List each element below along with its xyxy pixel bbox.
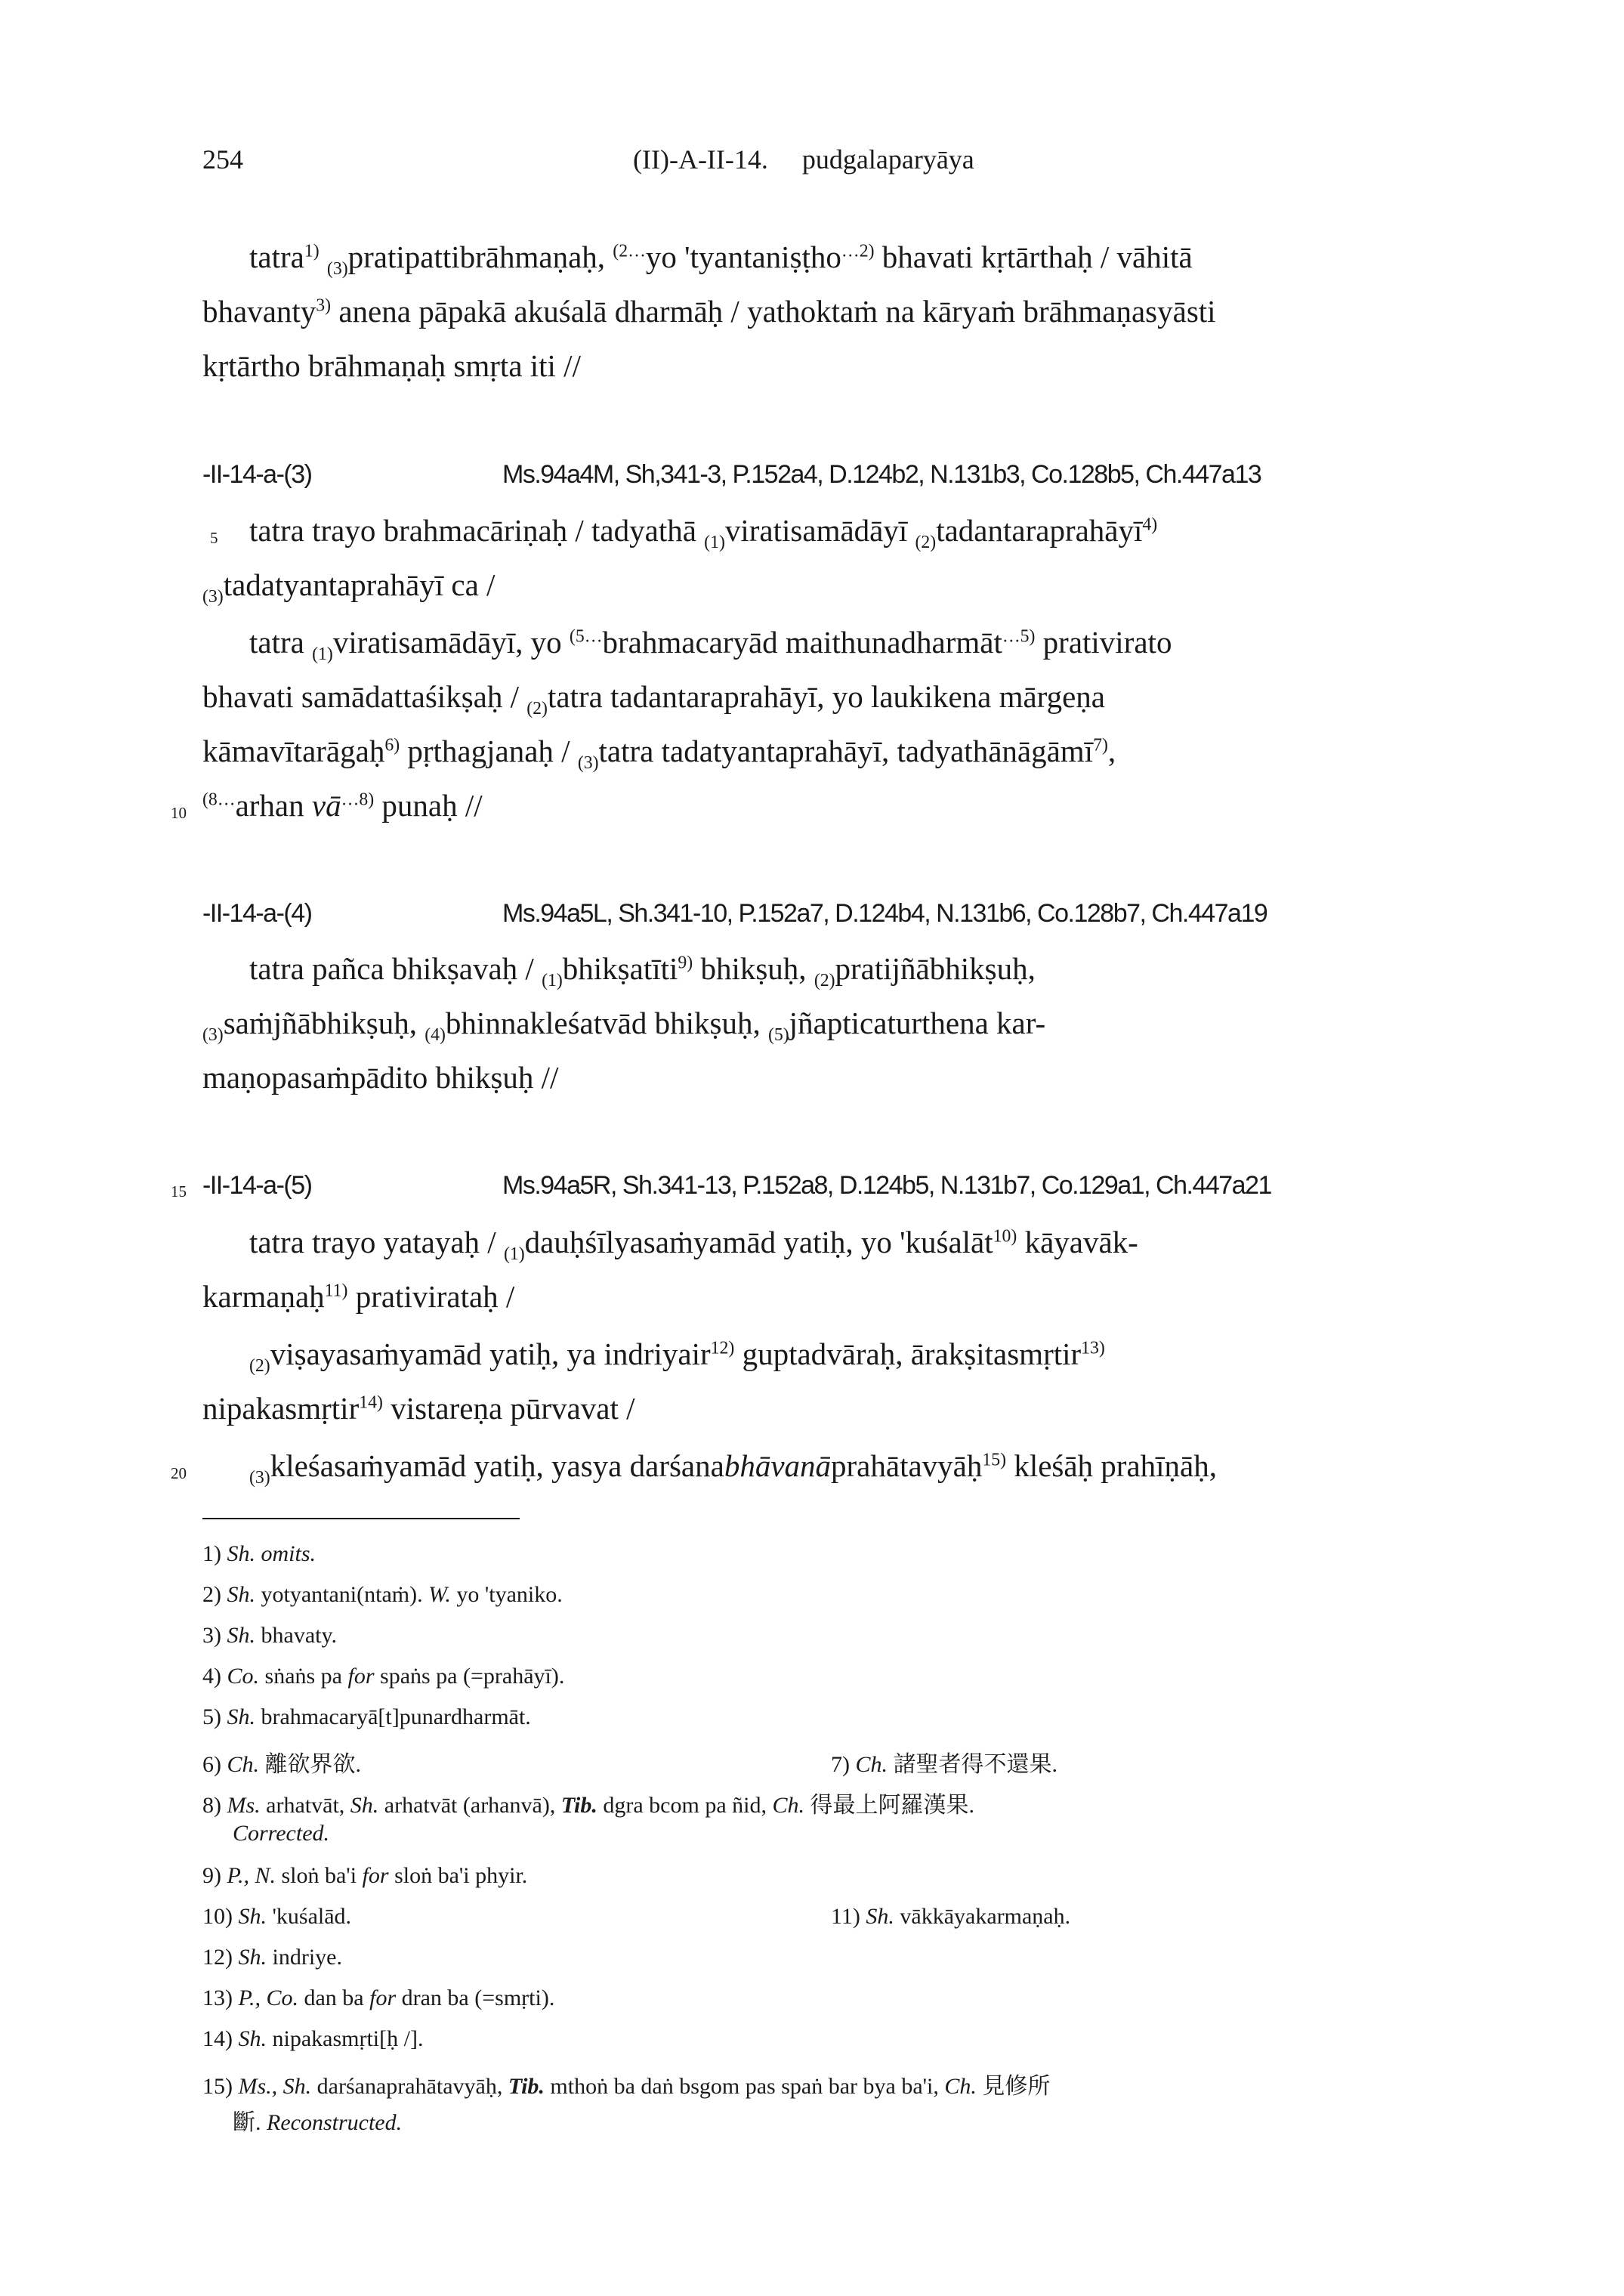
footnote-number: 4) [202,1664,221,1689]
footnote-source: Sh. [238,1945,267,1970]
item-marker: (2) [249,1356,270,1377]
footnote-text: nipakasmṛti[ḥ /]. [272,2026,424,2051]
footnote-text: omits. [261,1541,316,1566]
text-span: viratisamādāyī, yo [332,625,562,660]
item-marker: (2) [814,971,835,991]
item-marker: (1) [704,533,725,553]
item-marker: (2) [526,699,548,719]
text-line-18 [249,1337,1456,1377]
footnote-14 [202,2026,423,2052]
text-span: karmaṇaḥ [202,1279,325,1314]
footnote-source: Sh. [227,1582,255,1607]
note-ref-10: 10) [993,1226,1017,1247]
footnote-4 [202,1664,564,1689]
text-line-2 [202,296,1456,327]
section-id-4: -II-14-a-(4) [202,899,312,928]
footnote-source: W. [428,1582,451,1607]
text-line-7 [249,625,1456,665]
item-marker: (3) [202,1025,224,1046]
text-span: vistareṇa pūrvavat / [382,1391,635,1426]
footnote-for: for [347,1664,375,1689]
text-span: tatra pañca bhikṣavaḥ / [249,951,534,986]
term-pratipatti: pratipattibrāhmaṇaḥ, [347,239,606,274]
text-span: bhavanty [202,294,316,329]
footnote-source: Ch. [772,1793,804,1818]
text-span: kāyavāk- [1017,1225,1138,1259]
text-line-3: kṛtārtho brāhmaṇaḥ smṛta iti // [202,348,581,383]
footnote-number: 9) [202,1863,221,1888]
footnote-number: 13) [202,1985,233,2010]
footnote-3 [202,1623,337,1649]
footnote-text: 斷. [233,2110,261,2135]
text-span: tatra [249,625,304,660]
footnote-text: 'kuśalād. [272,1904,352,1929]
item-marker: (3) [249,1468,270,1488]
text-line-6 [202,567,1456,607]
text-span: bhavati samādattaśikṣaḥ / [202,679,519,714]
note-ref-14: 14) [359,1392,383,1413]
text-span: punaḥ // [374,788,483,823]
text-span: kāmavītarāgaḥ [202,734,385,768]
text-span: jñapticaturthena kar- [789,1006,1046,1040]
footnote-source: Ms., Sh. [238,2074,312,2099]
text-span: kleśasaṁyamād yatiḥ, yasya darśana [270,1448,724,1483]
text-span: vā [311,788,341,823]
note-close-8: …8) [341,790,375,810]
footnote-number: 10) [202,1904,233,1929]
section-refs-4: Ms.94a5L, Sh.341-10, P.152a7, D.124b4, N.131b6, Co.128b7, Ch.447a19 [502,899,1267,928]
footnote-text: mthoṅ ba daṅ bsgom pas spaṅ bar bya ba'i, [550,2074,939,2099]
text-span: tatra trayo brahmacāriṇaḥ / tadyathā [249,513,696,548]
footnote-text: vākkāyakarmaṇaḥ. [900,1904,1071,1929]
footnote-source: Tib. [508,2074,545,2099]
text-span: bhikṣuḥ, [693,951,807,986]
running-title: (II)-A-II-14. pudgalaparyāya [633,144,974,175]
footnote-source: P., N. [227,1863,276,1888]
footnote-text: sloṅ ba'i [281,1863,357,1888]
footnote-text: sṅaṅs pa [264,1664,342,1689]
text-span: viratisamādāyī [724,513,908,548]
text-span: tatra trayo yatayaḥ / [249,1225,496,1259]
footnote-text: dran ba (=smṛti). [401,1985,555,2010]
footnote-12 [202,1945,342,1970]
text-line-8 [202,679,1456,719]
text-span: prativirato [1042,625,1172,660]
footnote-text: arhatvāt (arhanvā), [384,1793,556,1818]
line-number-5: 5 [210,529,218,547]
text-span: tadantaraprahāyī [936,513,1143,548]
footnote-number: 14) [202,2026,233,2051]
footnote-text: yotyantani(ntaṁ). [261,1582,423,1607]
footnote-source: Sh. [866,1904,894,1929]
footnote-8-note: Corrected. [233,1821,330,1846]
footnote-7 [831,1745,1057,1778]
footnote-10 [202,1904,351,1930]
footnote-source: Sh. [227,1541,255,1566]
footnote-source: Sh. [227,1704,255,1729]
footnote-15 [202,2067,1050,2100]
footnote-number: 8) [202,1793,221,1818]
item-marker: (5) [767,1025,789,1046]
note-ref-15: 15) [982,1450,1007,1470]
footnote-number: 11) [831,1904,860,1929]
footnote-text: 離欲界欲. [264,1752,362,1777]
text-line-16 [249,1225,1456,1265]
note-close-2: …2) [841,241,875,261]
note-ref-7: 7) [1093,735,1108,756]
item-marker: (3) [326,259,348,280]
footnote-text: bhavaty. [261,1623,338,1648]
text-span: nipakasmṛtir [202,1391,360,1426]
text-line-13 [202,1006,1456,1046]
item-marker: (1) [312,644,333,665]
footnote-text: 見修所 [982,2074,1051,2099]
section-id-3: -II-14-a-(3) [202,460,312,489]
note-ref-1: 1) [304,241,320,261]
footnote-text: indriye. [272,1945,342,1970]
note-open-2: (2… [613,241,646,261]
text-line-1 [202,239,1456,280]
text-line-14: maṇopasaṁpādito bhikṣuḥ // [202,1060,559,1095]
footnote-source: Sh. [238,1904,267,1929]
footnote-11 [831,1904,1070,1930]
footnote-source: Ch. [855,1752,888,1777]
footnote-2 [202,1582,563,1608]
footnote-text: dgra bcom pa ñid, [603,1793,767,1818]
footnote-number: 6) [202,1752,221,1777]
footnote-for: for [369,1985,397,2010]
footnote-5 [202,1704,531,1730]
section-refs-3: Ms.94a4M, Sh,341-3, P.152a4, D.124b2, N.131b3, Co.128b5, Ch.447a13 [502,460,1261,489]
footnote-9 [202,1863,527,1889]
footnote-number: 12) [202,1945,233,1970]
text-span: anena pāpakā akuśalā dharmāḥ / yathoktaṁ na kāryaṁ brāhmaṇasyāsti [331,294,1216,329]
line-number-20: 20 [171,1464,187,1482]
text-span: tatra tadantaraprahāyī, yo laukikena mārgeṇa [547,679,1105,714]
footnote-8 [202,1786,974,1819]
footnote-text: dan ba [304,1985,364,2010]
footnote-source: P., Co. [238,1985,298,2010]
footnote-divider [202,1518,520,1519]
text-line-17 [202,1281,1456,1312]
footnote-source: Ms. [227,1793,261,1818]
item-marker: (1) [503,1244,525,1265]
text-span: viṣayasaṁyamād yatiḥ, ya indriyair [270,1337,711,1371]
footnote-number: 15) [202,2074,233,2099]
note-ref-13: 13) [1081,1338,1105,1358]
footnote-note: Reconstructed. [267,2110,403,2135]
text-span: prativirataḥ / [347,1279,515,1314]
footnote-number: 2) [202,1582,221,1607]
line-number-15: 15 [171,1182,187,1201]
text-span: prahātavyāḥ [831,1448,983,1483]
text-span: arhan [235,788,312,823]
note-ref-11: 11) [324,1281,348,1301]
phrase-yo: yo 'tyantaniṣṭho [645,239,841,274]
page-number: 254 [202,144,243,175]
text-span: bhinnakleśatvād bhikṣuḥ, [445,1006,761,1040]
text-span: bhavati kṛtārthaḥ / vāhitā [881,239,1193,274]
item-marker: (3) [577,753,599,774]
note-open-5: (5… [569,626,603,647]
note-ref-9: 9) [678,953,693,973]
text-span: dauḥśīlyasaṁyamād yatiḥ, yo 'kuśalāt [524,1225,993,1259]
footnote-for: for [362,1863,389,1888]
text-span: , [1107,734,1116,768]
text-span: bhikṣatīti [562,951,678,986]
footnote-13 [202,1985,554,2011]
note-open-8: (8… [202,790,236,810]
note-ref-3: 3) [316,295,332,316]
footnote-6 [202,1745,361,1778]
text-span: saṁjñābhikṣuḥ, [223,1006,417,1040]
note-close-5: …5) [1002,626,1036,647]
footnote-number: 1) [202,1541,221,1566]
item-marker: (2) [915,533,937,553]
footnote-source: Ch. [944,2074,977,2099]
footnote-text: arhatvāt, [266,1793,345,1818]
footnote-text: spaṅs pa (=prahāyī). [380,1664,565,1689]
text-span: brahmacaryād maithunadharmāt [602,625,1002,660]
text-span: pṛthagjanaḥ / [400,734,570,768]
footnote-source: Sh. [227,1623,255,1648]
section-id-5: -II-14-a-(5) [202,1171,312,1200]
note-ref-6: 6) [384,735,400,756]
footnote-15-cont [233,2103,402,2137]
text-line-12 [249,951,1456,991]
footnote-source: Ch. [227,1752,260,1777]
text-line-19 [202,1393,1456,1424]
footnote-text: brahmacaryā[t]punardharmāt. [261,1704,531,1729]
text-line-20 [249,1448,1456,1488]
footnote-text: sloṅ ba'i phyir. [394,1863,528,1888]
note-ref-12: 12) [710,1338,735,1358]
footnote-text: 諸聖者得不還果. [893,1752,1058,1777]
footnote-source: Tib. [560,1793,597,1818]
item-marker: (4) [425,1025,446,1046]
text-line-9 [202,734,1456,774]
text-span: guptadvāraḥ, ārakṣitasmṛtir [734,1337,1082,1371]
text-span: bhāvanā [724,1448,832,1483]
line-number-10: 10 [171,804,187,822]
text-line-5 [249,513,1456,553]
footnote-source: Co. [227,1664,260,1689]
text-span: pratijñābhikṣuḥ, [835,951,1036,986]
footnote-source: Sh. [350,1793,379,1818]
footnote-source: Sh. [238,2026,267,2051]
footnote-text: yo 'tyaniko. [456,1582,563,1607]
text-span: tadatyantaprahāyī ca / [223,567,496,602]
footnote-1 [202,1541,316,1567]
footnote-number: 7) [831,1752,850,1777]
section-refs-5: Ms.94a5R, Sh.341-13, P.152a8, D.124b5, N.131b7, Co.129a1, Ch.447a21 [502,1171,1271,1200]
item-marker: (3) [202,587,224,607]
word-tatra: tatra [249,239,304,274]
text-span: kleśāḥ prahīṇāḥ, [1006,1448,1217,1483]
footnote-number: 3) [202,1623,221,1648]
footnote-text: darśanaprahātavyāḥ, [316,2074,503,2099]
footnote-number: 5) [202,1704,221,1729]
text-line-10 [202,790,1456,821]
note-ref-4: 4) [1142,515,1158,535]
footnote-text: 得最上阿羅漢果. [810,1793,974,1818]
item-marker: (1) [542,971,563,991]
text-span: tatra tadatyantaprahāyī, tadyathānāgāmī [598,734,1094,768]
